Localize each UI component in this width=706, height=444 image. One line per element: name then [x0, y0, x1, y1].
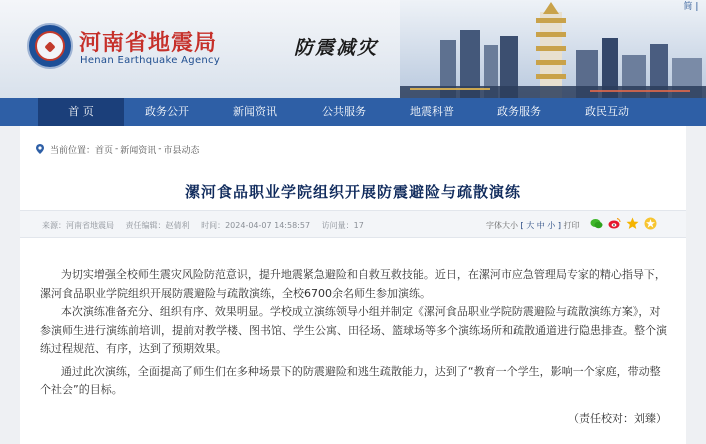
article-body	[40, 266, 670, 400]
site-name[interactable]: 河南省地震局	[79, 31, 218, 56]
emblem-logo[interactable]	[27, 23, 73, 69]
breadcrumb-news[interactable]: 新闻资讯	[120, 145, 157, 156]
slogan: 防震减灾	[294, 37, 379, 59]
city-skyline-banner	[400, 0, 706, 98]
article-paragraph: 本次演练准备充分、组织有序、效果明显。学校成立演练领导小组并制定《漯河食品职业学院防震避险与疏散演练方案》，对参演师生进行演练前培训，提前对教学楼、图书馆、学生公寓、田径场、篮球场等多个演练场所和疏散通道进行隐患排查。整个演练过程规范、有序，达到了预期效果。	[40, 305, 667, 355]
font-size-label: 字体大小	[486, 221, 518, 230]
responsible-editor: （责任校对：刘臻）	[568, 412, 667, 425]
article-time: 时间：2024-04-07 14:58:57	[201, 221, 311, 230]
nav-item-public-interaction[interactable]: 政民互动	[585, 105, 629, 118]
location-pin-icon	[36, 144, 44, 154]
site-header	[0, 0, 706, 98]
breadcrumb-separator: -	[158, 144, 162, 154]
article-title: 漯河食品职业学院组织开展防震避险与疏散演练	[184, 183, 521, 201]
main-nav	[0, 98, 706, 126]
site-name-en: Henan Earthquake Agency	[80, 55, 221, 66]
font-size-options[interactable]: [ 大 中 小 ]	[520, 221, 561, 230]
breadcrumb-prefix: 当前位置：	[50, 145, 96, 156]
article-paragraph: 通过此次演练，全面提高了师生们在多种场景下的防震避险和逃生疏散能力，达到了“教育一个学生，影响一个家庭，带动整个社会”的目标。	[40, 364, 661, 396]
weibo-icon[interactable]	[608, 217, 621, 230]
star-icon[interactable]	[626, 217, 639, 230]
article-meta-bar	[20, 210, 686, 238]
breadcrumb-city-county[interactable]: 市县动态	[163, 145, 200, 156]
nav-item-home[interactable]: 首 页	[38, 98, 124, 126]
breadcrumb-separator: -	[115, 144, 119, 154]
article-editor: 责任编辑：赵倩利	[125, 221, 190, 230]
nav-item-government-affairs[interactable]: 政务公开	[145, 105, 189, 118]
nav-item-news[interactable]: 新闻资讯	[233, 105, 277, 118]
breadcrumb-home[interactable]: 首页	[95, 145, 114, 156]
wechat-icon[interactable]	[590, 217, 603, 230]
article-source: 来源：河南省地震局	[42, 221, 114, 230]
utility-link-label: 简 |	[683, 2, 699, 12]
article-paragraph: 为切实增强全校师生震灾风险防范意识，提升地震紧急避险和自救互救技能。近日，在漯河市应急管理局专家的精心指导下，漯河食品职业学院组织开展防震避险与疏散演练，全校6700余名师生参加演练。	[40, 268, 666, 300]
breadcrumb	[36, 143, 200, 155]
nav-item-government-service[interactable]: 政务服务	[497, 105, 541, 118]
article-views: 访问量：17	[321, 221, 364, 230]
nav-item-public-service[interactable]: 公共服务	[322, 105, 366, 118]
print-link[interactable]: 打印	[563, 221, 580, 230]
nav-item-earthquake-science[interactable]: 地震科普	[410, 105, 454, 118]
qzone-icon[interactable]	[644, 217, 657, 230]
simplified-chinese-link[interactable]	[676, 0, 706, 14]
